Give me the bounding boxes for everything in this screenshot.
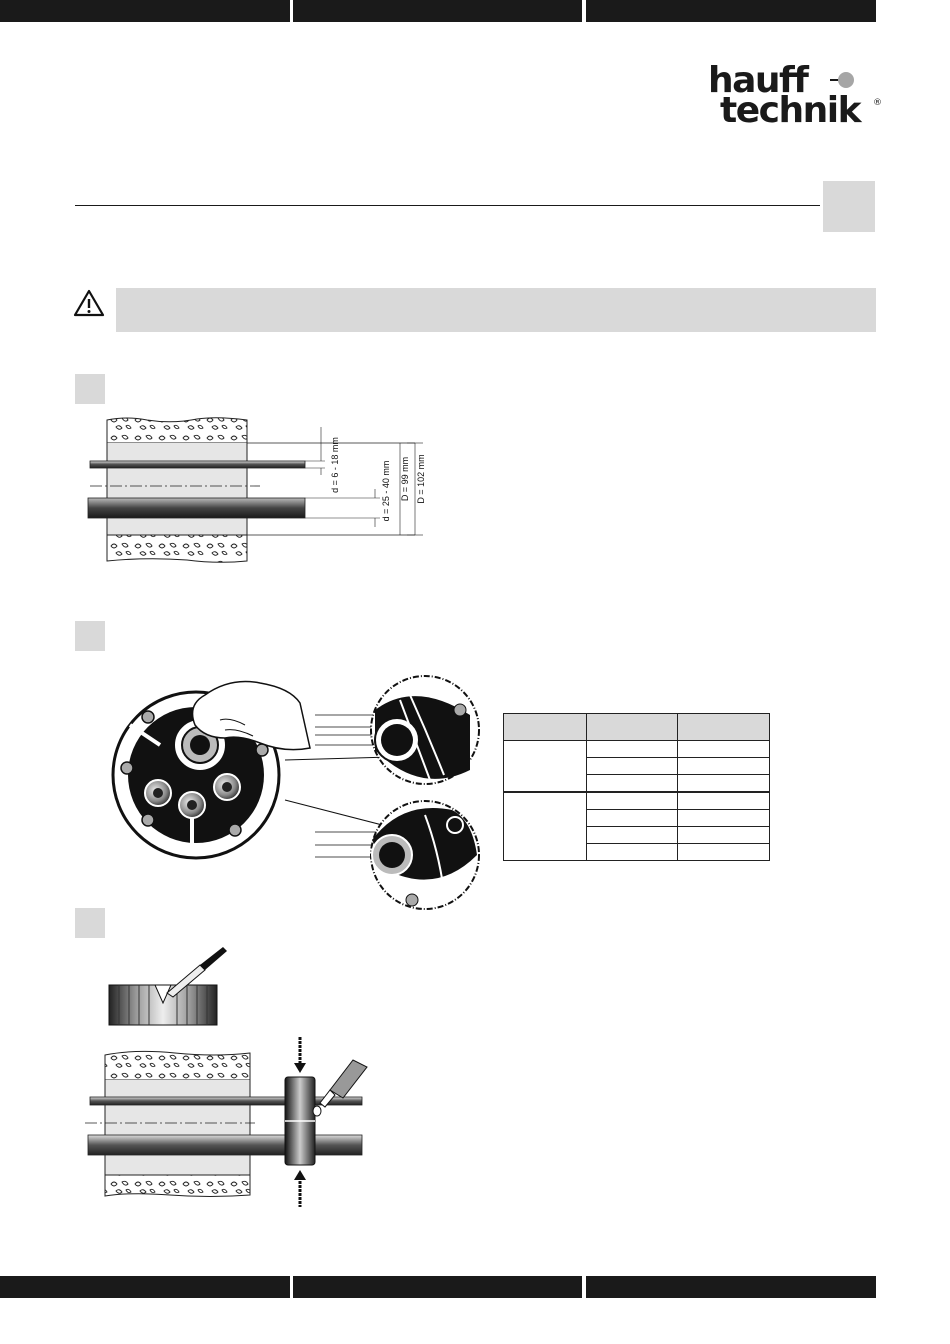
logo-registered-mark: ® [873, 98, 882, 108]
logo-line-1: hauff [708, 60, 808, 101]
section-tab [823, 181, 875, 232]
footer-bar-left [0, 1276, 290, 1298]
seal-installation-diagram [85, 1035, 385, 1210]
step-marker-1 [75, 374, 105, 404]
table-row [504, 741, 770, 758]
footer-bar-middle [293, 1276, 582, 1298]
dim-small-pipe-label: d = 6 - 18 mm [330, 437, 340, 493]
dim-d-max-label: D = 102 mm [416, 454, 426, 504]
header-bar-left [0, 0, 290, 22]
step-marker-2 [75, 621, 105, 651]
hauff-technik-logo [706, 60, 882, 136]
header-bar-middle [293, 0, 582, 22]
table-header-col-1 [504, 714, 587, 741]
dim-d-min-label: D = 99 mm [400, 456, 410, 502]
table-header-col-3 [678, 714, 770, 741]
pipe-dimension-diagram [85, 415, 445, 575]
header-bar-right [586, 0, 876, 22]
header-rule [75, 205, 820, 206]
table-group-cell-1 [504, 741, 587, 793]
logo-line-2: technik [720, 90, 861, 131]
dim-large-pipe-label: d = 25 - 40 mm [381, 460, 391, 522]
table-header-col-2 [587, 714, 678, 741]
footer-bar-right [586, 1276, 876, 1298]
warning-icon [73, 289, 105, 317]
dimension-table [503, 713, 770, 861]
warning-box [116, 288, 876, 332]
table-group-cell-2 [504, 792, 587, 861]
logo-dot-icon [830, 70, 856, 90]
seal-insert-diagram [100, 665, 480, 915]
cutting-seal-diagram [105, 945, 230, 1030]
table-row [504, 792, 770, 810]
